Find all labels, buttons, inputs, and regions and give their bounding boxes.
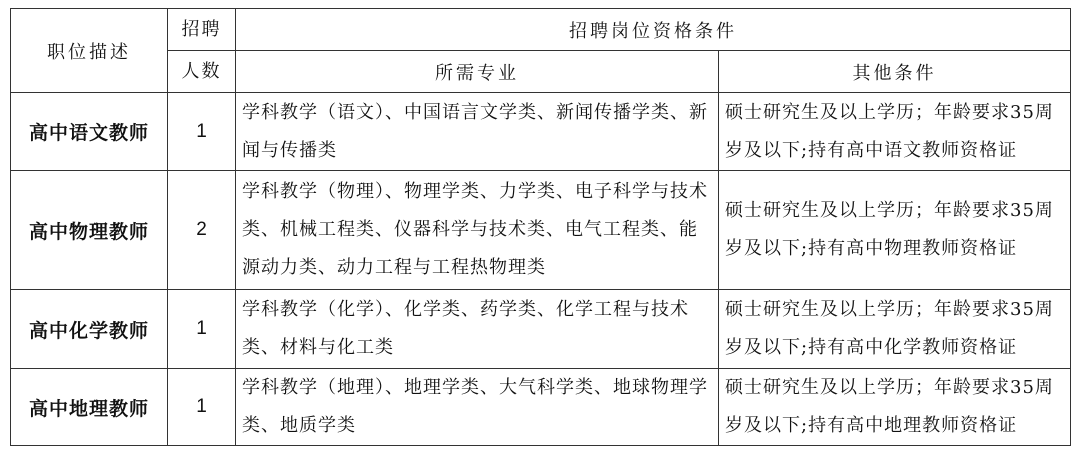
recruitment-table: [10, 8, 1071, 446]
header-count-line2: 人数: [168, 51, 236, 93]
major-cell: 学科教学（语文）、中国语言文学类、新闻传播学类、新闻与传播类: [236, 93, 719, 171]
other-cell: 硕士研究生及以上学历；年龄要求35周岁及以下;持有高中语文教师资格证: [719, 93, 1071, 171]
major-cell: 学科教学（地理）、地理学类、大气科学类、地球物理学类、地质学类: [236, 369, 719, 446]
table-row: [11, 93, 1071, 171]
other-cell: 硕士研究生及以上学历；年龄要求35周岁及以下;持有高中化学教师资格证: [719, 290, 1071, 369]
header-major: 所需专业: [236, 51, 719, 93]
major-cell: 学科教学（物理）、物理学类、力学类、电子科学与技术类、机械工程类、仪器科学与技术类、电气工程类、能源动力类、动力工程与工程热物理类: [236, 171, 719, 290]
header-other: 其他条件: [719, 51, 1071, 93]
position-cell: 高中地理教师: [11, 369, 168, 446]
table-row: [11, 171, 1071, 290]
table-row: [11, 369, 1071, 446]
position-cell: 高中化学教师: [11, 290, 168, 369]
count-cell: 1: [168, 93, 236, 171]
count-cell: 1: [168, 369, 236, 446]
position-cell: 高中语文教师: [11, 93, 168, 171]
count-cell: 1: [168, 290, 236, 369]
header-row-1: [11, 9, 1071, 51]
table-row: [11, 290, 1071, 369]
header-row-2: [11, 51, 1071, 93]
other-cell: 硕士研究生及以上学历；年龄要求35周岁及以下;持有高中物理教师资格证: [719, 171, 1071, 290]
other-cell: 硕士研究生及以上学历；年龄要求35周岁及以下;持有高中地理教师资格证: [719, 369, 1071, 446]
header-count-line1: 招聘: [168, 9, 236, 51]
major-cell: 学科教学（化学）、化学类、药学类、化学工程与技术类、材料与化工类: [236, 290, 719, 369]
position-cell: 高中物理教师: [11, 171, 168, 290]
header-position-desc: 职位描述: [11, 9, 168, 93]
count-cell: 2: [168, 171, 236, 290]
header-qualifications: 招聘岗位资格条件: [236, 9, 1071, 51]
